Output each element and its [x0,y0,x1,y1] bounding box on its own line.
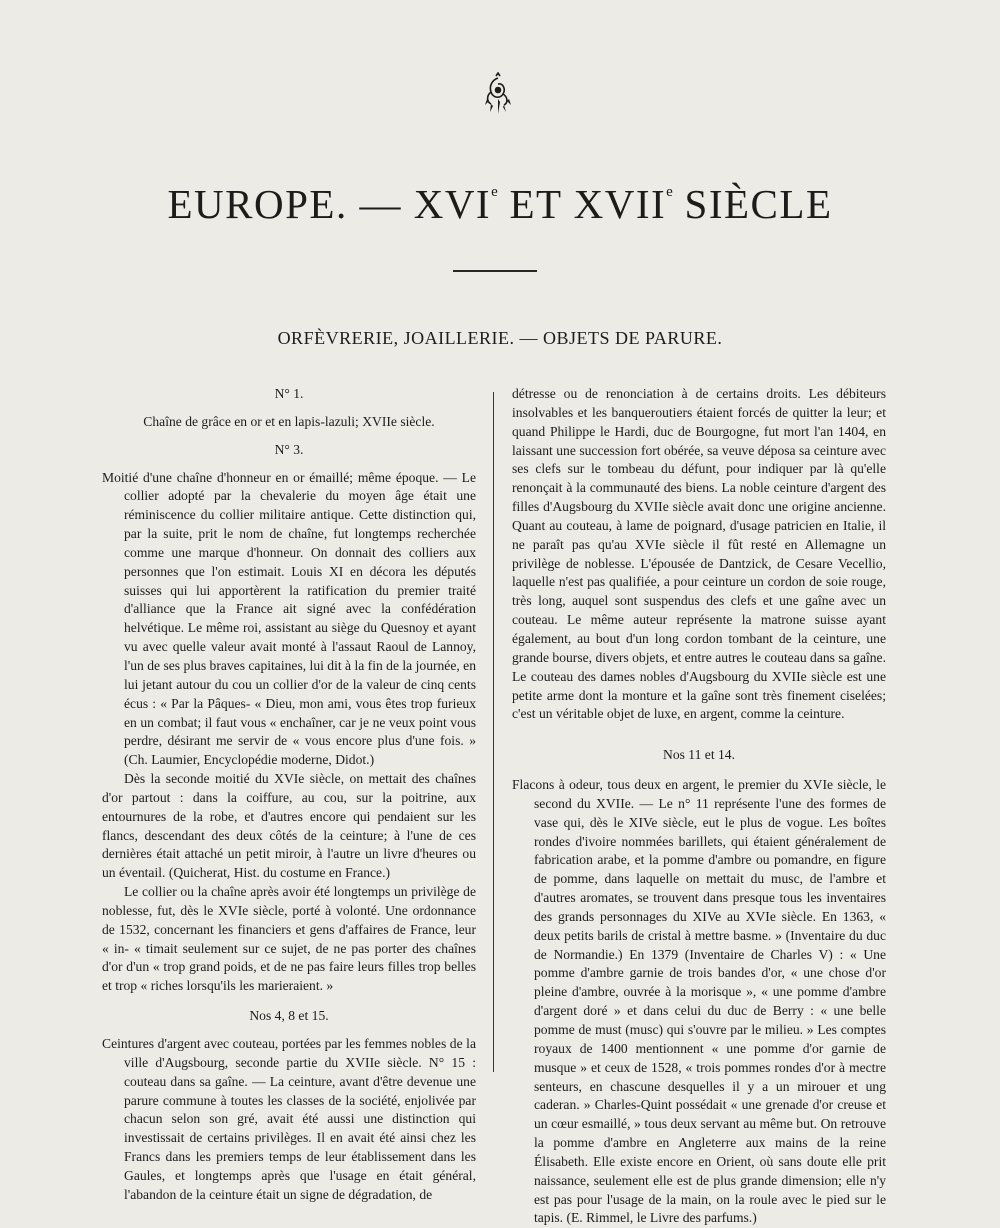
paragraph: Dès la seconde moitié du XVIe siècle, on mettait des chaînes d'or partout : dans la coiffure, au cou, sur la poitrine, aux entournures de la robe, et d'autres encore qui pendaient sur les flancs, descendant des deux côtés de la ceinture; à l'une de ces dernières était attaché un petit miroir, à l'autre un livre d'heures ou un éventail. (Quicherat, Hist. du costume en France.) [102,771,476,881]
item-heading: N° 3. [274,441,304,457]
item-heading: N° 1. [274,386,304,401]
title-rule [453,270,537,272]
paragraph: détresse ou de renonciation à de certains droits. Les débiteurs insolvables et les banqueroutiers étaient forcés de quitter la leur; et quand Philippe le Hardi, duc de Bourgogne, fut mort l'an 1404, en laissant une succession fort obérée, sa veuve déposa sa ceinture avec ses clefs sur le tombeau du défunt, pour indiquer par là qu'elle renonçait à la communauté des biens. La noble ceinture d'argent des filles d'Augsbourg du XVIIe siècle avait donc une origine ancienne. Quant au couteau, à lame de poignard, d'usage patricien en Italie, il ne paraît pas qu'au XVIe siècle il fût resté en Allemagne un privilège de noblesse. L'épousée de Dantzick, de Cesare Vecellio, laquelle n'est pas qualifiée, a pour ceinture un cordon de soie rouge, très long, auquel sont suspendus des clefs et une gaîne avec un couteau. Le même auteur représente la matrone suisse ayant également, au bout d'un long cordon tombant de la ceinture, une grande bourse, divers objets, et entre autres le couteau dans sa gaîne. Le couteau des dames nobles d'Augsbourg du XVIIe siècle est une petite arme dont la monture et la gaîne sont très finement ciselées; c'est un véritable objet de luxe, en argent, comme la ceinture. [512,386,886,722]
column-divider [493,392,494,1072]
paragraph: Moitié d'une chaîne d'honneur en or émaillé; même époque. — Le collier adopté par la chevalerie du moyen âge était une réminiscence du collier militaire antique. Cette distinction qui, par la suite, prit le nom de chaîne, fut longtemps recherchée comme une marque d'honneur. On donnait des colliers aux personnes que l'on estimait. Louis XI en décora les députés suisses qui lui apportèrent la ratification du premier traité d'alliance que la France ait signé avec la confédération helvétique. Le même roi, assistant au siège du Quesnoy et ayant vu avec quelle valeur avait monté à l'assaut Raoul de Lannoy, l'un de ses plus braves capitaines, lui dit à la fin de la journée, en lui jetant autour du cou un collier d'or de la valeur de cinq cents écus : « Par la Pâques- « Dieu, mon ami, vous êtes trop furieux en un combat; il faut vous « enchaîner, car je ne veux point vous perdre, désirant me servir de « vous encore plus d'une fois. » (Ch. Laumier, Encyclopédie moderne, Didot.) [102,469,477,768]
page-title: EUROPE. — XVIe ET XVIIe SIÈCLE [167,181,833,227]
section-subtitle: ORFÈVRERIE, JOAILLERIE. — OBJETS DE PARURE. [277,328,723,348]
floral-ornament-icon [478,72,518,122]
paragraph: Ceintures d'argent avec couteau, portées par les femmes nobles de la ville d'Augsbourg, seconde partie du XVIIe siècle. N° 15 : couteau dans sa gaîne. — La ceinture, avant d'être devenue une parure commune à toutes les classes de la société, enjolivée par chacun selon son gré, avait été aussi une distinction qui investissait de certains privilèges. Il en avait été ainsi chez les Francs dans les premiers temps de leur établissement dans les Gaules, et longtemps après que l'usage en était général, l'abandon de la ceinture était un signe de dégradation, de [102,1036,476,1202]
item-heading: Nos 4, 8 et 15. [249,1008,329,1024]
item-heading: Nos 11 et 14. [663,747,735,763]
right-column [512,385,886,1228]
paragraph: Flacons à odeur, tous deux en argent, le premier du XVIe siècle, le second du XVIIe. — Le n° 11 représente l'une des formes de vase qui, dès le XIVe siècle, eut le plus de vogue. Les boîtes rondes d'ivoire nommées barillets, qui étaient généralement de fabrication arabe, et la pomme d'ambre ou pomandre, en figure de pomme, dans laquelle on mettait du musc, de l'ambre et d'autres aromates, se trouvent dans presque tous les inventaires des grands personnages du XIVe au XVIe siècle. En 1363, « deux petits barils de cristal à mettre basme. » (Inventaire du duc de Normandie.) En 1379 (Inventaire de Charles V) : « Une pomme d'ambre garnie de trois bandes d'or, « une chose d'or pleine d'ambre, ouvrée à la morisque », « une pomme d'ambre d'argent doré » et dans celui du duc de Berry : « une belle pomme de must (musc) qui s'ouvre par le milieu. » Les comptes royaux de 1400 mentionnent « une pomme d'or garnie de musque » et ceux de 1528, « trois pommes rondes d'or à mectre senteurs, en chascune desquelles il y a un mirouer et ung caderan. » Charles-Quint possédait « une grenade d'or creuse et un cœur esmaillé, » tous deux servant au même but. On retrouve la pomme d'ambre en Angleterre aux mains de la reine Élisabeth. Elle existe encore en Orient, où sans doute elle prit naissance, seulement elle est de plus grande dimension; elle n'y est pas pour l'usage de la main, on la roule avec le pied sur le tapis. (E. Rimmel, le Livre des parfums.) [512,777,886,1226]
item-caption: Chaîne de grâce en or et en lapis-lazuli; XVIIe siècle. [143,413,435,429]
left-column [102,385,476,1205]
paragraph: Le collier ou la chaîne après avoir été longtemps un privilège de noblesse, fut, dès le XVIe siècle, porté à volonté. Une ordonnance de 1532, concernant les financiers et gens d'affaires de France, leur « in- « timait seulement sur ce sujet, de ne pas porter des chaînes d'or d'un « trop grand poids, et de ne pas faire leurs filles trop belles et trop « riches lorsqu'ils les marieraient. » [102,884,476,994]
